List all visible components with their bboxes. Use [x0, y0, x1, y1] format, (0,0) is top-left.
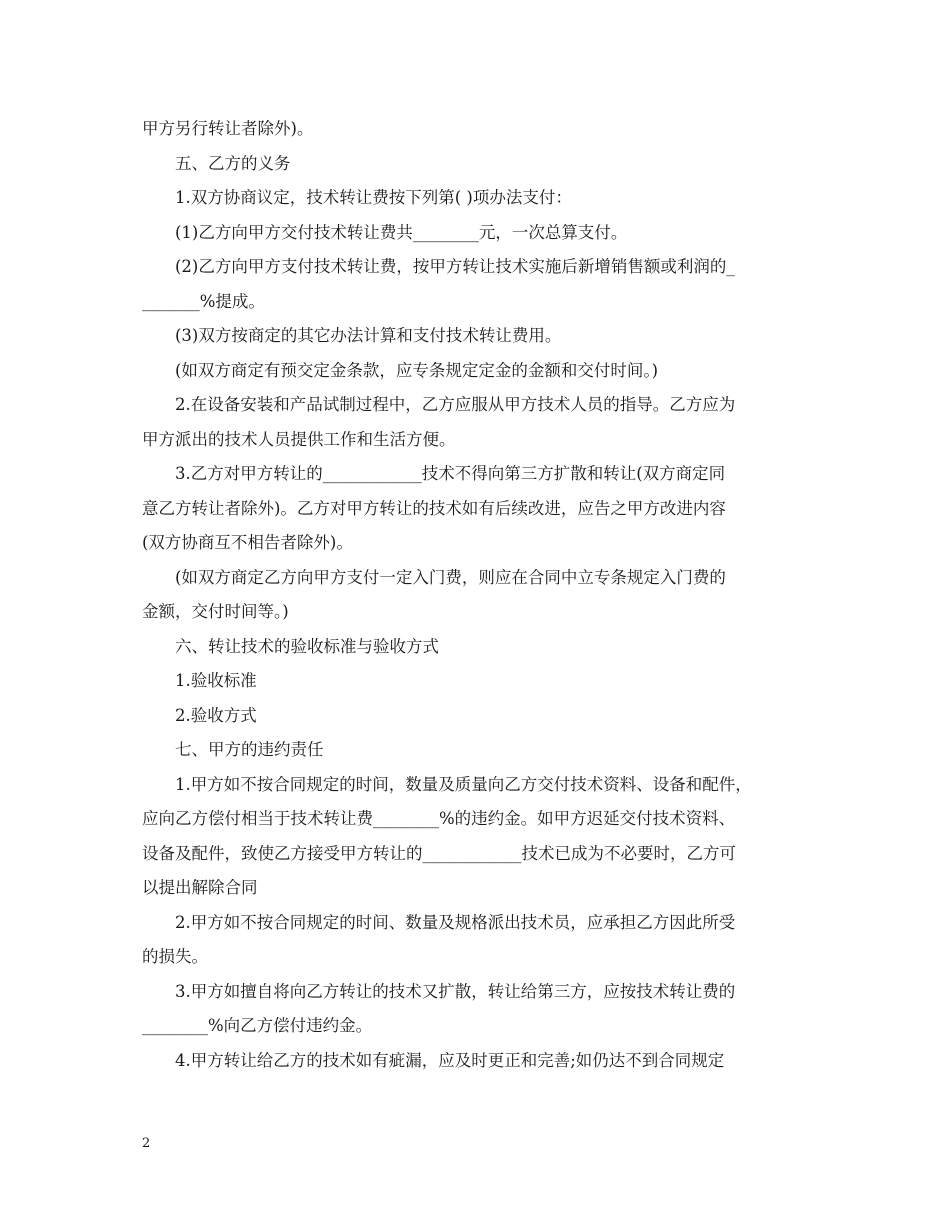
text-line: 意乙方转让者除外)。乙方对甲方转让的技术如有后续改进，应告之甲方改进内容 — [142, 498, 726, 518]
text-line: 2.验收方式 — [175, 705, 257, 725]
text-line: (如双方商定有预交定金条款，应专条规定定金的金额和交付时间。) — [175, 360, 659, 380]
text-line: 3.甲方如擅自将向乙方转让的技术又扩散，转让给第三方，应按技术转让费的 — [175, 981, 736, 1001]
text-line: 五、乙方的义务 — [175, 153, 291, 173]
text-line: 2.甲方如不按合同规定的时间、数量及规格派出技术员，应承担乙方因此所受 — [175, 912, 736, 932]
text-line: (3)双方按商定的其它办法计算和支付技术转让费用。 — [175, 326, 562, 345]
text-line: 设备及配件，致使乙方接受甲方转让的____________技术已成为不必要时，乙方可 — [142, 843, 736, 863]
text-line: 甲方派出的技术人员提供工作和生活方便。 — [142, 429, 456, 449]
text-line: (双方协商互不相告者除外)。 — [142, 533, 353, 552]
text-line: 金额，交付时间等。) — [142, 602, 289, 621]
text-line: 3.乙方对甲方转让的____________技术不得向第三方扩散和转让(双方商定同 — [175, 464, 726, 483]
text-line: 以提出解除合同 — [142, 878, 258, 897]
text-line: (如双方商定乙方向甲方支付一定入门费，则应在合同中立专条规定入门费的 — [175, 567, 726, 587]
page-number: 2 — [142, 1136, 151, 1151]
text-line: ________%向乙方偿付违约金。 — [142, 1016, 373, 1035]
text-line: 六、转让技术的验收标准与验收方式 — [175, 636, 439, 656]
text-line: 4.甲方转让给乙方的技术如有疵漏，应及时更正和完善;如仍达不到合同规定 — [175, 1050, 725, 1070]
text-line: 的损失。 — [142, 947, 208, 966]
text-line: 1.验收标准 — [175, 671, 257, 690]
text-line: (2)乙方向甲方支付技术转让费，按甲方转让技术实施后新增销售额或利润的_ — [175, 257, 735, 276]
text-line: (1)乙方向甲方交付技术转让费共________元，一次总算支付。 — [175, 222, 628, 242]
document-body — [142, 112, 812, 1078]
text-line: 1.双方协商议定，技术转让费按下列第( )项办法支付： — [175, 188, 572, 207]
text-line: 甲方另行转让者除外)。 — [142, 119, 314, 138]
text-line: 1.甲方如不按合同规定的时间，数量及质量向乙方交付技术资料、设备和配件， — [175, 774, 752, 794]
text-line: _______%提成。 — [142, 291, 265, 311]
text-line: 应向乙方偿付相当于技术转让费________%的违约金。如甲方迟延交付技术资料、 — [142, 809, 736, 828]
text-line: 七、甲方的违约责任 — [175, 740, 324, 759]
text-line: 2.在设备安装和产品试制过程中，乙方应服从甲方技术人员的指导。乙方应为 — [175, 395, 736, 414]
